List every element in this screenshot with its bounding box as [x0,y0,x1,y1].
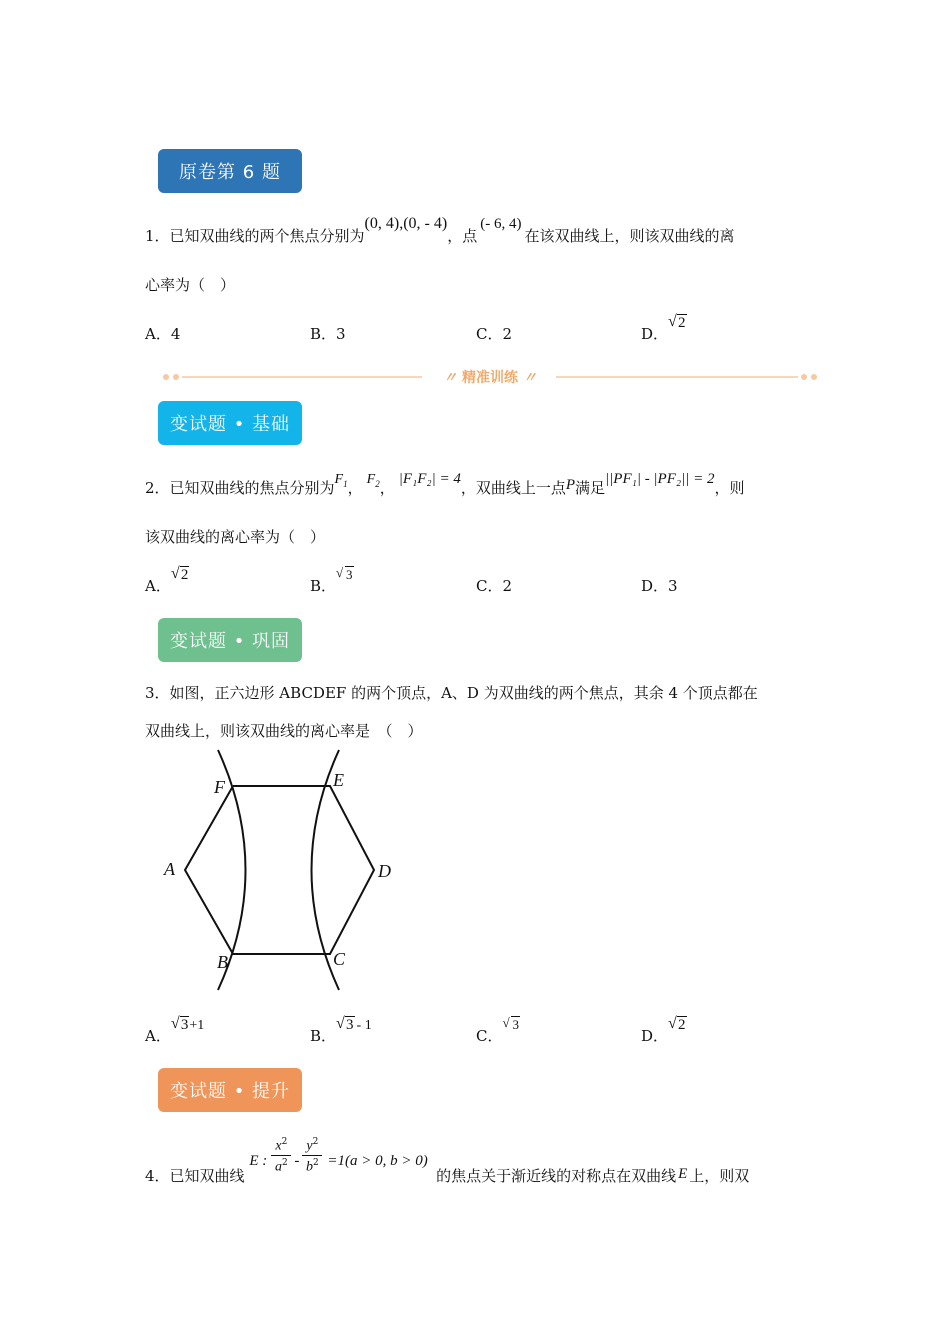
hexagon-hyperbola-figure [155,745,400,995]
q4-suffix: 的焦点关于渐近线的对称点在双曲线 [436,1167,677,1185]
q2-option-a-label: A． [145,577,171,595]
q1-option-a[interactable]: A．4 [145,325,181,343]
q3-option-b-expr [336,1015,372,1033]
q4-suffix2: 上，则双 [689,1167,750,1185]
slash-left-icon: 〃 [443,370,462,386]
q3-option-c[interactable] [476,1015,520,1046]
q3-option-a-value: 3 [180,1017,189,1033]
q1-suffix: 在该双曲线上，则该双曲线的离 [524,227,735,245]
q1-mid: ，点 [447,227,478,245]
q3-line2: 双曲线上，则该双曲线的离心率是 （ ） [145,722,423,740]
q3-option-b-label: B． [310,1027,337,1045]
q2-f1-letter: F [334,472,344,487]
q4-eq-left: E : [249,1153,268,1169]
q2-f2: $F_2$ [366,472,380,489]
label-b: B [217,952,228,972]
sqrt-symbol: √ 3 [336,1015,354,1033]
q4-frac1-num: $x^2$ [271,1137,291,1156]
q4-line1 [145,1137,750,1197]
q3-option-c-label: C． [476,1027,503,1045]
q1-option-b[interactable]: B．3 [310,325,346,343]
q2-f1: $F_1$ [334,472,348,489]
q2-condition2: ||PF₁| - |PF₂|| = 2 [605,471,715,487]
q1-option-d-value: 2 [678,315,686,331]
hexagon-shape [185,786,374,954]
q3-option-a-expr [171,1015,204,1033]
q4-frac2-num: $y^2$ [302,1137,322,1156]
section-badge-original: 原卷第 6 题 [158,149,302,193]
q2-prefix: 2．已知双曲线的焦点分别为 [145,479,335,497]
q2-f2-letter: F [366,472,376,487]
q2-mid: ，双曲线上一点 [460,479,566,497]
sqrt-symbol: √ 3 [336,565,353,582]
q2-sep2: ， [379,479,395,497]
q2-suffix: ，则 [714,479,745,497]
q2-condition1: |F₁F₂| = 4 [398,471,461,487]
q4-equation [249,1137,431,1185]
q2-option-d[interactable]: D．3 [641,577,678,595]
q1-option-c[interactable]: C．2 [476,325,513,343]
q1-point: (- 6, 4) [480,216,522,232]
q3-option-b-tail: - 1 [356,1018,372,1033]
q3-option-a[interactable] [145,1015,205,1046]
section-badge-consolidate: 变试题 • 巩固 [158,618,302,662]
q2-sep1: ， [347,479,363,497]
q2-option-a[interactable] [145,565,189,596]
label-a: A [164,859,175,879]
label-c: C [333,949,346,969]
q3-option-d[interactable] [641,1015,687,1046]
q2-option-a-value: 2 [180,567,189,583]
sqrt-symbol: √ 3 [502,1015,519,1032]
q3-line1: 3．如图，正六边形 ABCDEF 的两个顶点，A、D 为双曲线的两个焦点，其余 4 个顶点都在 [145,684,758,702]
q1-line1 [145,215,735,246]
q1-option-d[interactable] [641,313,687,344]
sqrt-symbol: √ 2 [668,1015,686,1033]
q3-option-b[interactable] [310,1015,372,1046]
q1-option-d-label: D． [641,325,669,343]
q4-eq-right: =1(a > 0, b > 0) [327,1153,428,1169]
q4-prefix: 4．已知双曲线 [145,1167,245,1185]
sqrt-symbol: √ 2 [170,565,189,583]
label-e: E [333,770,344,790]
q3-option-a-label: A． [145,1027,171,1045]
q2-option-b-value: 3 [346,567,353,582]
label-f: F [214,777,225,797]
q2-option-b[interactable] [310,565,354,596]
q1-prefix: 1．已知双曲线的两个焦点分别为 [145,227,365,245]
q4-frac2-den: $b^2$ [305,1158,319,1175]
q4-minus: - [294,1153,300,1169]
q2-line2: 该双曲线的离心率为（ ） [145,528,326,546]
q3-option-c-value: 3 [512,1017,519,1032]
q4-e: E [678,1166,688,1182]
q2-option-b-label: B． [310,577,337,595]
section-badge-basic: 变试题 • 基础 [158,401,302,445]
q1-foci: (0, 4),(0, - 4) [364,215,448,232]
slash-right-icon: 〃 [518,370,537,386]
q2-line1 [145,471,745,499]
section-badge-improve: 变试题 • 提升 [158,1068,302,1112]
q3-option-d-label: D． [641,1027,669,1045]
q3-option-b-value: 3 [346,1017,354,1033]
q4-frac1-den: $a^2$ [274,1158,288,1175]
divider-text: 精准训练 [462,370,518,386]
q1-line2: 心率为（ ） [145,276,236,294]
divider-label [160,367,820,387]
q3-option-d-value: 2 [678,1017,686,1033]
divider-precise-training [160,369,820,385]
label-d: D [378,861,391,881]
q2-option-c[interactable]: C．2 [476,577,513,595]
q2-mid2: 满足 [575,479,606,497]
q3-option-a-tail: +1 [189,1018,205,1033]
sqrt-symbol: √ 3 [170,1015,189,1033]
sqrt-symbol: √ 2 [668,313,686,331]
q2-p: P [565,477,576,493]
